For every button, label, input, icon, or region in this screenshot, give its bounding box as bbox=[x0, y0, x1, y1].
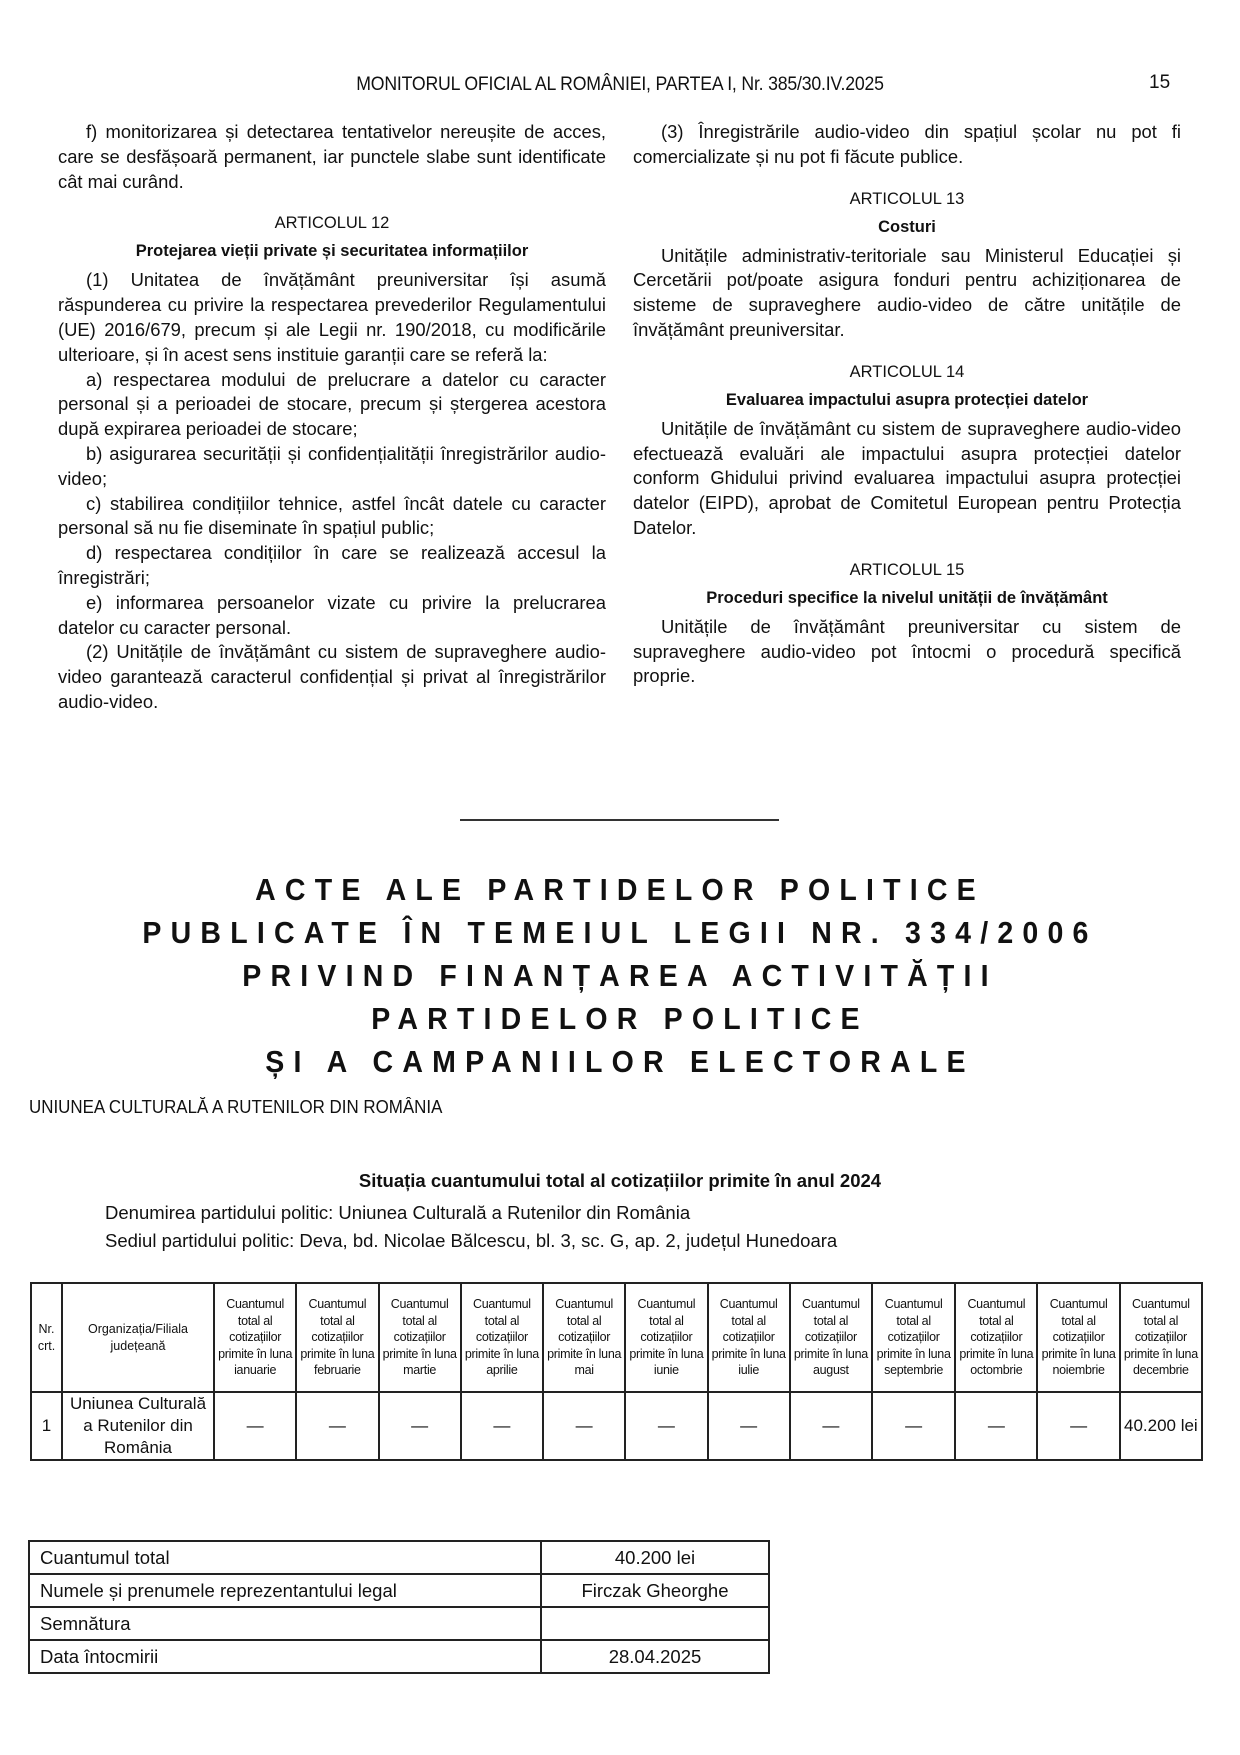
header-nr: Nr. crt. bbox=[31, 1283, 62, 1392]
article-12-number: ARTICOLUL 12 bbox=[274, 214, 390, 233]
article-12-title: Protejarea vieții private și securitatea informațiilor bbox=[135, 242, 529, 261]
summary-row-date bbox=[29, 1640, 769, 1673]
article-12-paragraph-3: (3) Înregistrările audio-video din spațiul școlar nu pot fi comercializate și nu pot fi făcute publice. bbox=[633, 121, 1181, 167]
article-12-item-d: d) respectarea condițiilor în care se realizează accesul la înregistrări; bbox=[58, 542, 606, 588]
article-12-paragraph-2: (2) Unitățile de învățământ cu sistem de supraveghere audio-video garantează caracterul confidențial și privat al înregistrărilor audio-video. bbox=[58, 641, 606, 712]
section-heading-line-2: PUBLICATE ÎN TEMEIUL LEGII NR. 334/2006 bbox=[142, 915, 1098, 950]
cell-june: — bbox=[625, 1392, 707, 1460]
cell-organization: Uniunea Culturală a Rutenilor din România bbox=[62, 1392, 214, 1460]
cell-january: — bbox=[214, 1392, 296, 1460]
party-seat-line: Sediul partidului politic: Deva, bd. Nicolae Bălcescu, bl. 3, sc. G, ap. 2, județul Hunedoara bbox=[105, 1230, 838, 1251]
article-13-body: Unitățile administrativ-teritoriale sau Ministerul Educației și Cercetării pot/poate asigura fonduri pentru achiziționarea de sisteme de supraveghere audio-video de către unitățile de învățământ preuniversitar. bbox=[633, 244, 1181, 340]
summary-table bbox=[28, 1540, 770, 1674]
paragraph-f: f) monitorizarea și detectarea tentativelor nereușite de acces, care se desfășoară permanent, iar punctele slabe sunt identificate cât mai curând. bbox=[58, 121, 606, 192]
summary-value: 28.04.2025 bbox=[541, 1640, 769, 1673]
section-divider bbox=[460, 819, 779, 821]
cell-december: 40.200 lei bbox=[1120, 1392, 1202, 1460]
article-15-number: ARTICOLUL 15 bbox=[849, 560, 965, 579]
summary-value: 40.200 lei bbox=[541, 1541, 769, 1574]
cell-september: — bbox=[872, 1392, 955, 1460]
cell-october: — bbox=[955, 1392, 1037, 1460]
section-heading-line-3: PRIVIND FINANȚAREA ACTIVITĂȚII bbox=[242, 958, 998, 993]
summary-label: Numele și prenumele reprezentantului legal bbox=[29, 1574, 541, 1607]
header-month: Cuantumul total al cotizațiilor primite în luna mai bbox=[543, 1283, 625, 1392]
summary-value: Firczak Gheorghe bbox=[541, 1574, 769, 1607]
report-title: Situația cuantumului total al cotizațiilor primite în anul 2024 bbox=[358, 1170, 882, 1191]
section-heading-line-5: ȘI A CAMPANIILOR ELECTORALE bbox=[265, 1044, 975, 1079]
right-column bbox=[633, 120, 1181, 689]
article-15-body: Unitățile de învățământ preuniversitar cu sistem de supraveghere audio-video pot întocmi o procedură specifică proprie. bbox=[633, 615, 1181, 687]
header-month: Cuantumul total al cotizațiilor primite în luna decembrie bbox=[1120, 1283, 1202, 1392]
summary-row-representative bbox=[29, 1574, 769, 1607]
organization-name: UNIUNEA CULTURALĂ A RUTENILOR DIN ROMÂNIA bbox=[29, 1097, 443, 1117]
header-month: Cuantumul total al cotizațiilor primite în luna septembrie bbox=[872, 1283, 955, 1392]
cell-november: — bbox=[1037, 1392, 1119, 1460]
header-organization: Organizația/Filiala județeană bbox=[62, 1283, 214, 1392]
header-month: Cuantumul total al cotizațiilor primite în luna ianuarie bbox=[214, 1283, 296, 1392]
header-month: Cuantumul total al cotizațiilor primite în luna martie bbox=[379, 1283, 461, 1392]
article-12-item-c: c) stabilirea condițiilor tehnice, astfel încât datele cu caracter personal să nu fie diseminate în spațiul public; bbox=[58, 492, 606, 539]
article-12-item-b: b) asigurarea securității și confidențialității înregistrărilor audio-video; bbox=[58, 442, 606, 489]
cell-july: — bbox=[708, 1392, 790, 1460]
section-heading-line-1: ACTE ALE PARTIDELOR POLITICE bbox=[255, 872, 985, 907]
summary-label: Semnătura bbox=[29, 1607, 541, 1640]
summary-label: Data întocmirii bbox=[29, 1640, 541, 1673]
article-13-number: ARTICOLUL 13 bbox=[849, 189, 965, 208]
header-month: Cuantumul total al cotizațiilor primite în luna iunie bbox=[625, 1283, 707, 1392]
cell-may: — bbox=[543, 1392, 625, 1460]
summary-row-signature bbox=[29, 1607, 769, 1640]
header-month: Cuantumul total al cotizațiilor primite în luna noiembrie bbox=[1037, 1283, 1119, 1392]
cell-august: — bbox=[790, 1392, 872, 1460]
section-heading-line-4: PARTIDELOR POLITICE bbox=[371, 1001, 869, 1036]
article-14-body: Unitățile de învățământ cu sistem de supraveghere audio-video efectuează evaluări ale impactului asupra protecției datelor conform Ghidului privind evaluarea impactului asupra protecției datelor (EIPD), aprobat de Comitetul European pentru Protecția Datelor. bbox=[633, 417, 1181, 538]
header-month: Cuantumul total al cotizațiilor primite în luna octombrie bbox=[955, 1283, 1037, 1392]
page-number: 15 bbox=[1149, 72, 1171, 93]
monthly-contributions-table bbox=[30, 1282, 1203, 1461]
left-column bbox=[58, 120, 606, 715]
signature-field bbox=[541, 1607, 769, 1640]
article-12-item-a: a) respectarea modului de prelucrare a datelor cu caracter personal și a perioadei de stocare, precum și ștergerea acestora după expirarea perioadei de stocare; bbox=[58, 368, 606, 440]
publication-title: MONITORUL OFICIAL AL ROMÂNIEI, PARTEA I, Nr. 385/30.IV.2025 bbox=[356, 74, 884, 95]
header-month: Cuantumul total al cotizațiilor primite în luna iulie bbox=[708, 1283, 790, 1392]
summary-row-total bbox=[29, 1541, 769, 1574]
cell-april: — bbox=[461, 1392, 543, 1460]
cell-march: — bbox=[379, 1392, 461, 1460]
header-month: Cuantumul total al cotizațiilor primite în luna aprilie bbox=[461, 1283, 543, 1392]
table-header-row bbox=[31, 1283, 1202, 1392]
article-12-paragraph-1: (1) Unitatea de învățământ preuniversitar își asumă răspunderea cu privire la respectarea prevederilor Regulamentului (UE) 2016/679, precum și ale Legii nr. 190/2018, cu modificările ulterioare, și în acest sens instituie garanții care se referă la: bbox=[58, 269, 606, 365]
article-12-item-e: e) informarea persoanelor vizate cu privire la prelucrarea datelor cu caracter personal. bbox=[58, 591, 606, 638]
party-name-line: Denumirea partidului politic: Uniunea Culturală a Rutenilor din România bbox=[105, 1202, 691, 1223]
header-month: Cuantumul total al cotizațiilor primite în luna august bbox=[790, 1283, 872, 1392]
summary-label: Cuantumul total bbox=[29, 1541, 541, 1574]
article-15-title: Proceduri specifice la nivelul unității de învățământ bbox=[706, 588, 1108, 607]
article-13-title: Costuri bbox=[878, 217, 936, 236]
table-row bbox=[31, 1392, 1202, 1460]
article-14-title: Evaluarea impactului asupra protecției datelor bbox=[725, 390, 1089, 409]
cell-february: — bbox=[296, 1392, 378, 1460]
header-month: Cuantumul total al cotizațiilor primite în luna februarie bbox=[296, 1283, 378, 1392]
cell-nr: 1 bbox=[31, 1392, 62, 1460]
page-header bbox=[0, 74, 1240, 104]
section-heading bbox=[86, 868, 1153, 1083]
article-14-number: ARTICOLUL 14 bbox=[849, 362, 965, 381]
